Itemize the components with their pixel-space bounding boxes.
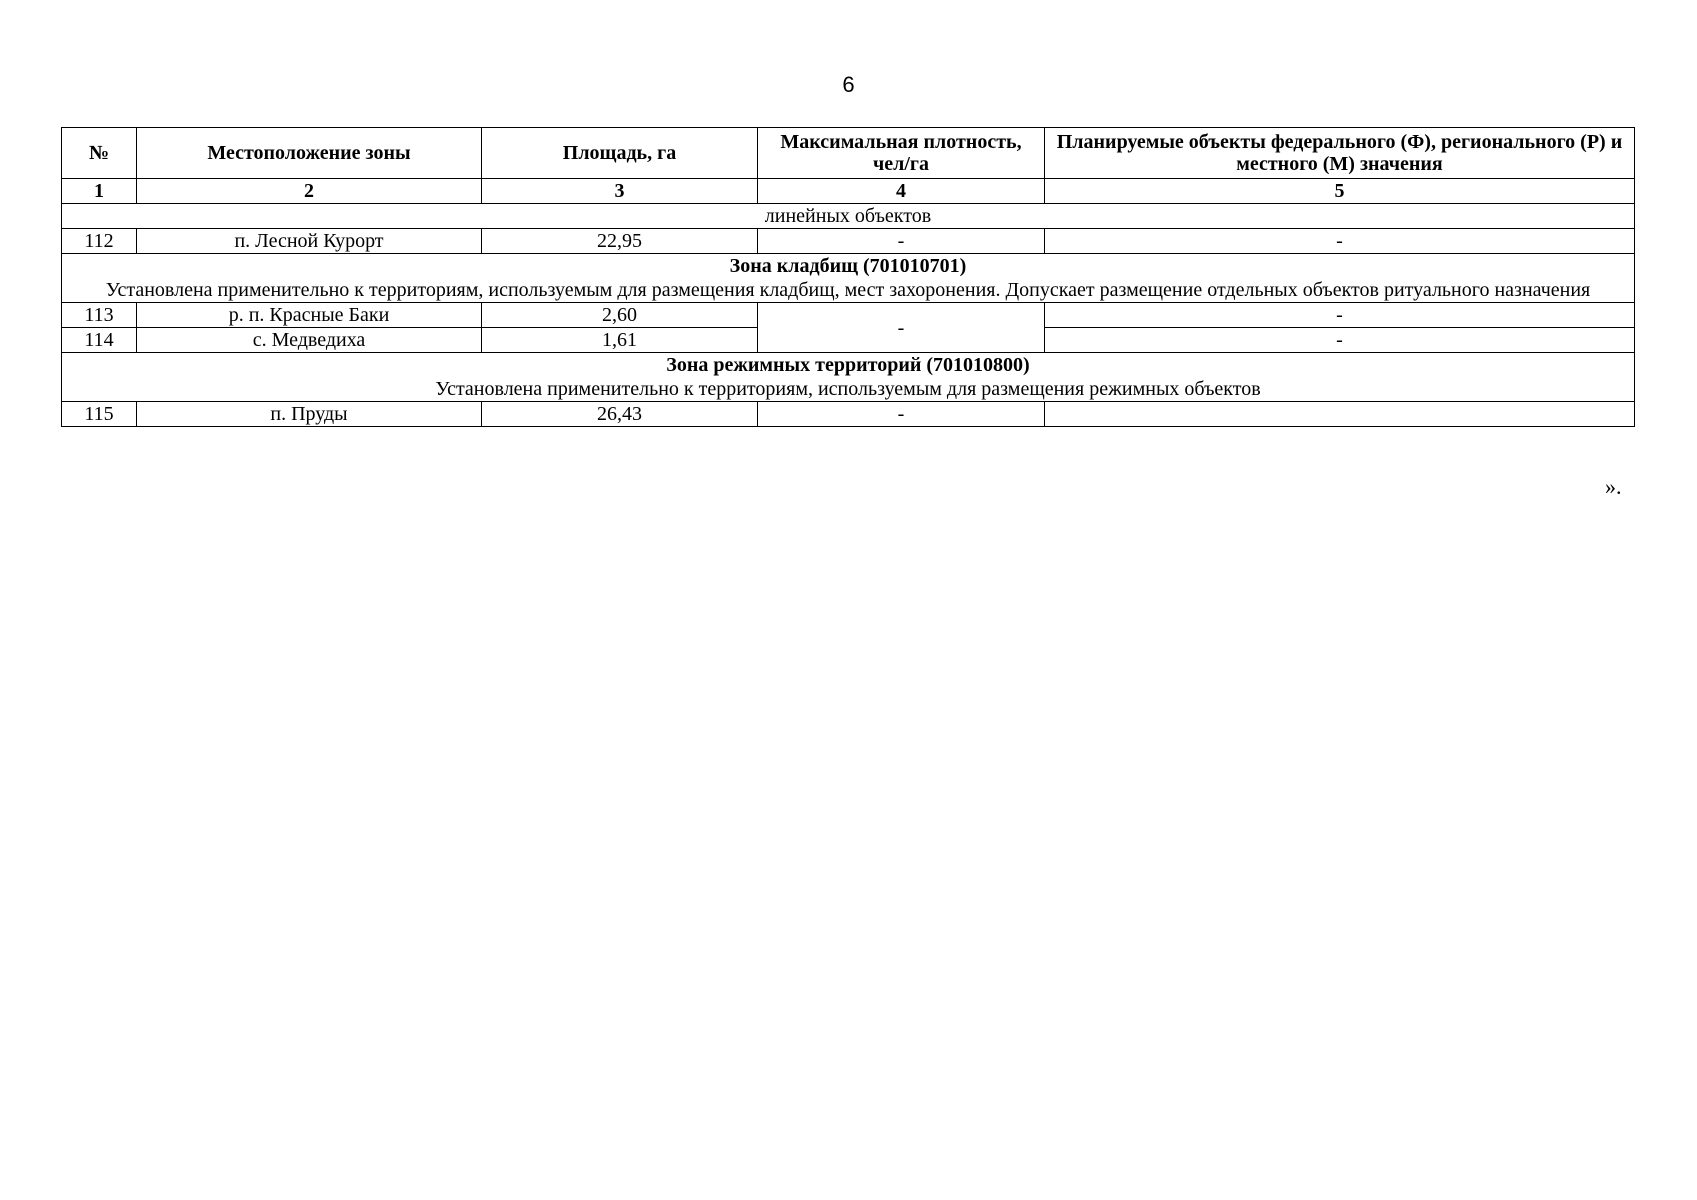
zone-description: Установлена применительно к территориям, используемым для размещения кладбищ, мест захоронения. Допускает размещение отдельных объектов ритуального назначения xyxy=(105,279,1591,301)
page-number: 6 xyxy=(842,72,855,97)
continuation-row xyxy=(62,204,1635,229)
row-planned-objects xyxy=(1045,402,1635,427)
row-planned-objects: - xyxy=(1045,303,1635,328)
table-row xyxy=(62,229,1635,254)
row-planned-objects: - xyxy=(1045,229,1635,254)
header-area: Площадь, га xyxy=(482,128,758,179)
header-location: Местоположение зоны xyxy=(137,128,482,179)
row-number: 114 xyxy=(62,328,137,353)
continuation-text: линейных объектов xyxy=(62,204,1635,229)
table-row xyxy=(62,402,1635,427)
column-number: 1 xyxy=(62,179,137,204)
row-location: п. Пруды xyxy=(137,402,482,427)
table-row xyxy=(62,303,1635,328)
row-number: 113 xyxy=(62,303,137,328)
row-location: р. п. Красные Баки xyxy=(137,303,482,328)
table-header-row xyxy=(62,128,1635,179)
header-number: № xyxy=(62,128,137,179)
column-number: 3 xyxy=(482,179,758,204)
zone-section-row xyxy=(62,254,1635,303)
column-number: 5 xyxy=(1045,179,1635,204)
row-density-merged: - xyxy=(758,303,1045,353)
row-number: 115 xyxy=(62,402,137,427)
zones-table xyxy=(61,127,1635,427)
column-number: 2 xyxy=(137,179,482,204)
row-area: 2,60 xyxy=(482,303,758,328)
zone-section-cemeteries xyxy=(62,254,1635,303)
row-area: 1,61 xyxy=(482,328,758,353)
zone-title: Зона режимных территорий (701010800) xyxy=(666,354,1030,376)
row-area: 22,95 xyxy=(482,229,758,254)
row-density: - xyxy=(758,229,1045,254)
row-location: п. Лесной Курорт xyxy=(137,229,482,254)
row-density: - xyxy=(758,402,1045,427)
zone-section-regime xyxy=(62,353,1635,402)
row-number: 112 xyxy=(62,229,137,254)
closing-quote-mark: ». xyxy=(1605,474,1622,499)
column-number: 4 xyxy=(758,179,1045,204)
row-area: 26,43 xyxy=(482,402,758,427)
zone-description: Установлена применительно к территориям, используемым для размещения режимных объектов xyxy=(435,378,1261,400)
column-numbers-row xyxy=(62,179,1635,204)
header-density: Максимальная плотность, чел/га xyxy=(758,128,1045,179)
zone-section-row xyxy=(62,353,1635,402)
header-planned-objects: Планируемые объекты федерального (Ф), регионального (Р) и местного (М) значения xyxy=(1045,128,1635,179)
row-location: с. Медведиха xyxy=(137,328,482,353)
row-planned-objects: - xyxy=(1045,328,1635,353)
zone-title: Зона кладбищ (701010701) xyxy=(729,255,967,277)
